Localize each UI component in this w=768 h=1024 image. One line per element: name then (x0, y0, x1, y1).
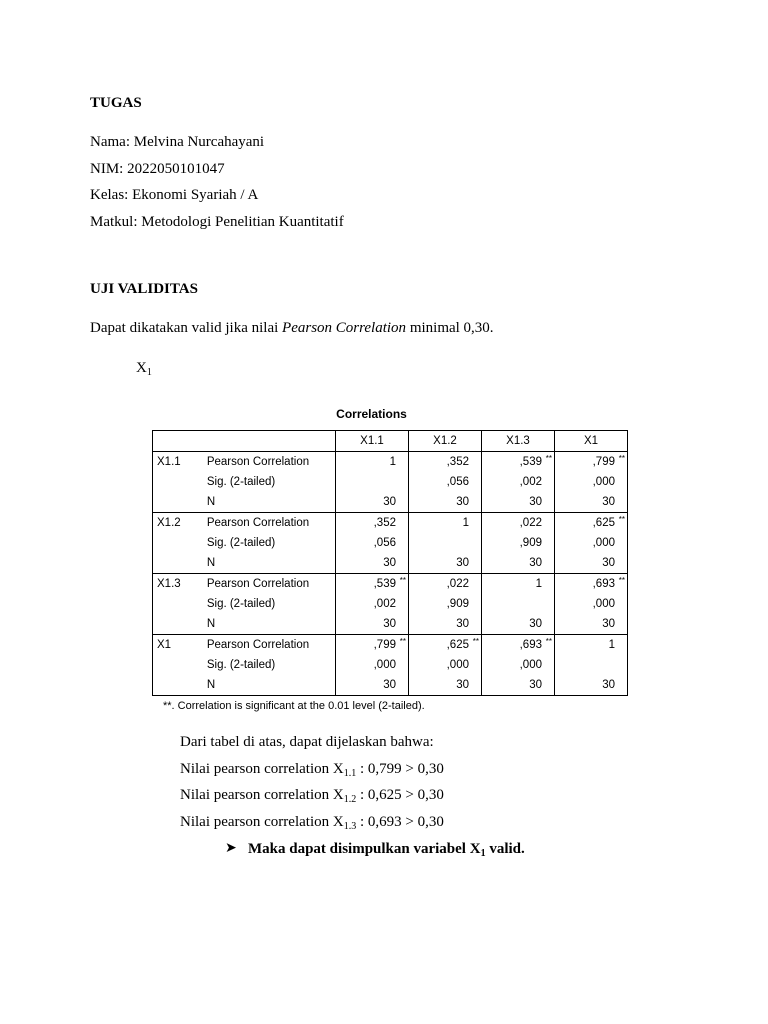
table-cell (336, 655, 409, 675)
table-cell (482, 635, 555, 656)
cell-value: ,002 (373, 598, 396, 610)
table-cell (555, 513, 628, 534)
table-cell (409, 452, 482, 473)
cell-value: ,539 ** (374, 578, 396, 590)
cell-value: ,909 (446, 598, 469, 610)
cell-value: 30 (529, 496, 542, 508)
table-cell (555, 452, 628, 473)
cell-value: ,000 (592, 537, 615, 549)
table-cell (336, 533, 409, 553)
cell-value: ,000 (519, 659, 542, 671)
cell-value: ,799 ** (374, 639, 396, 651)
cell-value: ,352 (446, 456, 469, 468)
table-cell (336, 492, 409, 513)
cell-value: 30 (456, 618, 469, 630)
stat-label: N (203, 614, 336, 635)
cell-value: 30 (602, 618, 615, 630)
table-row (153, 675, 628, 696)
table-cell (336, 513, 409, 534)
cell-value: 1 (535, 578, 542, 590)
cell-value: 1 (608, 639, 615, 651)
table-cell (336, 472, 409, 492)
row-variable-label: X1.3 (153, 574, 203, 635)
stat-label: Pearson Correlation (203, 513, 336, 534)
cell-value: 1 (389, 456, 396, 468)
table-row (153, 553, 628, 574)
significance-marker: ** (399, 637, 406, 646)
table-cell (409, 635, 482, 656)
table-row (153, 452, 628, 473)
significance-marker: ** (618, 576, 625, 585)
table-title: Correlations (336, 407, 407, 421)
stat-label: N (203, 553, 336, 574)
cell-value: ,693 ** (520, 639, 542, 651)
cell-value: 30 (383, 618, 396, 630)
table-cell (409, 574, 482, 595)
table-cell (336, 452, 409, 473)
cell-value: ,056 (373, 537, 396, 549)
cell-value: 30 (602, 496, 615, 508)
stat-label: N (203, 675, 336, 696)
table-cell (482, 553, 555, 574)
student-name: Nama: Melvina Nurcahayani (90, 134, 265, 150)
explanation-line: Nilai pearson correlation $X_{1.1}$ : 0,799 > 0,30 (180, 761, 444, 779)
variable-label: $X_1$ (136, 360, 152, 378)
student-nim: NIM: 2022050101047 (90, 161, 225, 177)
cell-value: ,539 ** (520, 456, 542, 468)
table-cell (555, 675, 628, 696)
stat-label: Sig. (2-tailed) (203, 472, 336, 492)
table-cell (555, 492, 628, 513)
table-cell (482, 594, 555, 614)
cell-value: ,352 (373, 517, 396, 529)
explanation-line: Nilai pearson correlation $X_{1.2}$ : 0,625 > 0,30 (180, 787, 444, 805)
validity-criterion: Dapat dikatakan valid jika nilai Pearson Correlation minimal 0,30. (90, 320, 494, 336)
table-cell (482, 533, 555, 553)
cell-value: 30 (602, 557, 615, 569)
table-cell (409, 472, 482, 492)
arrow-bullet-icon: ➤ (225, 840, 237, 856)
table-row (153, 492, 628, 513)
cell-value: 30 (383, 557, 396, 569)
table-cell (555, 655, 628, 675)
table-row (153, 533, 628, 553)
cell-value: ,000 (446, 659, 469, 671)
cell-value: 30 (529, 557, 542, 569)
table-cell (555, 614, 628, 635)
cell-value: 1 (462, 517, 469, 529)
explanation-line: Nilai pearson correlation $X_{1.3}$ : 0,693 > 0,30 (180, 814, 444, 832)
cell-value: 30 (529, 618, 542, 630)
table-cell (482, 675, 555, 696)
cell-value: ,022 (446, 578, 469, 590)
significance-marker: ** (545, 637, 552, 646)
cell-value: 30 (456, 679, 469, 691)
table-cell (409, 675, 482, 696)
stat-label: Sig. (2-tailed) (203, 655, 336, 675)
table-header-row (153, 431, 628, 452)
table-corner-cell (153, 431, 336, 452)
cell-value: ,000 (373, 659, 396, 671)
stat-label: N (203, 492, 336, 513)
cell-value: ,056 (446, 476, 469, 488)
table-cell (409, 655, 482, 675)
table-cell (336, 594, 409, 614)
row-variable-label: X1 (153, 635, 203, 696)
column-header: X1.2 (409, 431, 482, 452)
row-variable-label: X1.1 (153, 452, 203, 513)
table-row (153, 655, 628, 675)
column-header: X1 (555, 431, 628, 452)
correlations-table (152, 430, 628, 696)
row-variable-label: X1.2 (153, 513, 203, 574)
cell-value: 30 (602, 679, 615, 691)
stat-label: Pearson Correlation (203, 635, 336, 656)
cell-value: 30 (529, 679, 542, 691)
table-cell (336, 574, 409, 595)
cell-value: ,909 (519, 537, 542, 549)
table-row (153, 472, 628, 492)
significance-marker: ** (618, 454, 625, 463)
table-cell (555, 635, 628, 656)
cell-value: ,002 (519, 476, 542, 488)
significance-marker: ** (472, 637, 479, 646)
table-cell (482, 452, 555, 473)
significance-marker: ** (399, 576, 406, 585)
cell-value: 30 (456, 557, 469, 569)
section-title: UJI VALIDITAS (90, 281, 198, 297)
stat-label: Pearson Correlation (203, 574, 336, 595)
table-body (153, 452, 628, 696)
cell-value: 30 (383, 496, 396, 508)
table-cell (409, 492, 482, 513)
cell-value: ,022 (519, 517, 542, 529)
table-cell (482, 513, 555, 534)
course-name: Matkul: Metodologi Penelitian Kuantitatif (90, 214, 344, 230)
table-cell (482, 614, 555, 635)
table-cell (482, 472, 555, 492)
cell-value: ,693 ** (593, 578, 615, 590)
table-cell (482, 574, 555, 595)
table-row (153, 594, 628, 614)
table-footnote: **. Correlation is significant at the 0.01 level (2-tailed). (163, 700, 425, 712)
table-title-wrap (152, 407, 591, 421)
student-class: Kelas: Ekonomi Syariah / A (90, 187, 259, 203)
table-cell (336, 635, 409, 656)
table-cell (409, 614, 482, 635)
significance-marker: ** (545, 454, 552, 463)
document-title: TUGAS (90, 95, 142, 111)
table-cell (336, 614, 409, 635)
table-cell (336, 553, 409, 574)
stat-label: Sig. (2-tailed) (203, 594, 336, 614)
table-cell (336, 675, 409, 696)
table-cell (555, 594, 628, 614)
table-row (153, 574, 628, 595)
cell-value: ,799 ** (593, 456, 615, 468)
cell-value: ,625 ** (447, 639, 469, 651)
cell-value: 30 (456, 496, 469, 508)
table-row (153, 635, 628, 656)
cell-value: ,000 (592, 598, 615, 610)
explanation-lead: Dari tabel di atas, dapat dijelaskan bahwa: (180, 734, 434, 750)
table-cell (482, 492, 555, 513)
table-cell (409, 533, 482, 553)
table-cell (555, 553, 628, 574)
conclusion: Maka dapat disimpulkan variabel $X_1$ valid. (248, 841, 525, 859)
table-cell (409, 594, 482, 614)
table-row (153, 614, 628, 635)
table-cell (555, 574, 628, 595)
column-header: X1.3 (482, 431, 555, 452)
table-cell (555, 533, 628, 553)
table-cell (409, 553, 482, 574)
significance-marker: ** (618, 515, 625, 524)
stat-label: Pearson Correlation (203, 452, 336, 473)
stat-label: Sig. (2-tailed) (203, 533, 336, 553)
cell-value: ,000 (592, 476, 615, 488)
table-cell (555, 472, 628, 492)
cell-value: 30 (383, 679, 396, 691)
table-cell (409, 513, 482, 534)
table-cell (482, 655, 555, 675)
table-row (153, 513, 628, 534)
cell-value: ,625 ** (593, 517, 615, 529)
column-header: X1.1 (336, 431, 409, 452)
